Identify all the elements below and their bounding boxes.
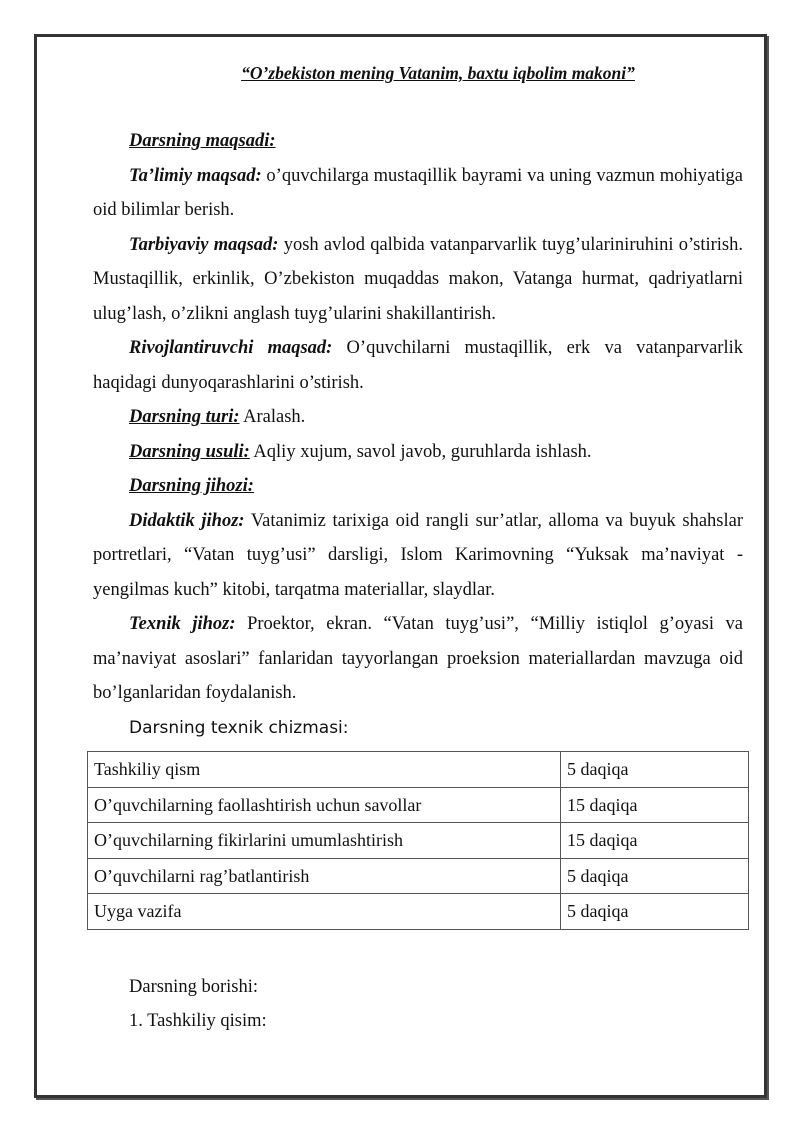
table-row (88, 894, 749, 930)
table-row (88, 787, 749, 823)
stage-cell: Tashkiliy qism (88, 752, 561, 788)
table-row (88, 858, 749, 894)
time-cell: 15 daqiqa (561, 823, 749, 859)
lesson-type: Darsning turi: Aralash. (129, 407, 306, 427)
tech-map-heading: Darsning texnik chizmasi: (129, 717, 349, 738)
progress-heading: Darsning borishi: (129, 976, 258, 997)
equipment-heading: Darsning jihozi: (129, 476, 254, 496)
time-cell: 5 daqiqa (561, 894, 749, 930)
time-cell: 5 daqiqa (561, 752, 749, 788)
time-cell: 15 daqiqa (561, 787, 749, 823)
stage-cell: O’quvchilarning fikirlarini umumlashtirish (88, 823, 561, 859)
technical-equipment: Texnik jihoz: Proektor, ekran. “Vatan tuyg’usi”, “Milliy istiqlol g’oyasi va ma’naviyat asoslari” fanlaridan tayyorlangan proeksion materiallardan mavzuga oid bo’lganlaridan foydalanish. (93, 614, 744, 703)
document-body (93, 56, 743, 1039)
document-title: “O’zbekiston mening Vatanim, baxtu iqbolim makoni” (241, 63, 635, 83)
table-row (88, 823, 749, 859)
lesson-method: Darsning usuli: Aqliy xujum, savol javob, guruhlarda ishlash. (129, 441, 592, 462)
goal-heading: Darsning maqsadi: (129, 131, 276, 151)
developmental-goal: Rivojlantiruvchi maqsad: O’quvchilarni mustaqillik, erk va vatanparvarlik haqidagi dunyoqarashlarini o’stirish. (93, 338, 743, 393)
stage-cell: O’quvchilarning faollashtirish uchun savollar (88, 787, 561, 823)
table-row (88, 752, 749, 788)
upbringing-goal: Tarbiyaviy maqsad: yosh avlod qalbida vatanparvarlik tuyg’ulariniruhini o’stirish. Mustaqillik, erkinlik, O’zbekiston muqaddas makon, Vatanga hurmat, qadriyatlarni ulug’lash, o’zlikni anglash tuyg’ularini shakillantirish. (93, 234, 743, 324)
stage-cell: Uyga vazifa (88, 894, 561, 930)
first-step: 1. Tashkiliy qisim: (129, 1011, 267, 1031)
time-cell: 5 daqiqa (561, 858, 749, 894)
educational-goal: Ta’limiy maqsad: o’quvchilarga mustaqillik bayrami va uning vazmun mohiyatiga oid bilimlar berish. (93, 165, 743, 220)
stage-cell: O’quvchilarni rag’batlantirish (88, 858, 561, 894)
didactic-equipment: Didaktik jihoz: Vatanimiz tarixiga oid rangli sur’atlar, alloma va buyuk shahslar portretlari, “Vatan tuyg’usi” darsligi, Islom Karimovning “Yuksak ma’naviyat - yengilmas kuch” kitobi, tarqatma materiallar, slaydlar. (93, 510, 743, 600)
tech-map-table (87, 751, 749, 930)
